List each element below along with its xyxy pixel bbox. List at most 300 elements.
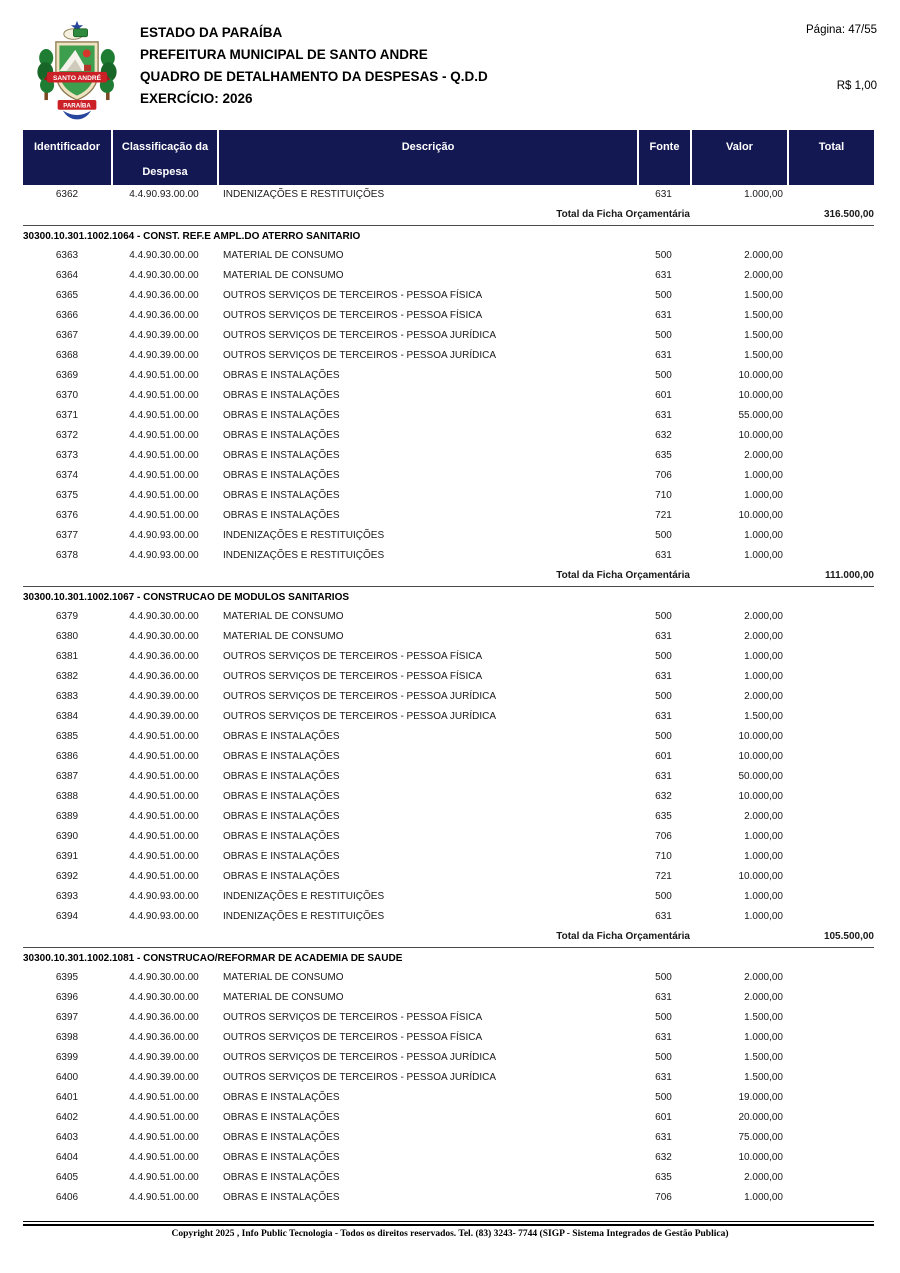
row-fonte: 500 bbox=[655, 611, 672, 622]
table-row bbox=[23, 306, 874, 326]
row-valor: 1.500,00 bbox=[744, 330, 783, 341]
row-valor: 10.000,00 bbox=[738, 370, 783, 381]
row-fonte: 631 bbox=[655, 911, 672, 922]
currency-unit: R$ 1,00 bbox=[836, 80, 877, 92]
row-classification: 4.4.90.36.00.00 bbox=[129, 310, 199, 321]
row-total-cell bbox=[787, 346, 874, 366]
table-row bbox=[23, 667, 874, 687]
section-title: 30300.10.301.1002.1081 - CONSTRUCAO/REFORMAR DE ACADEMIA DE SAUDE bbox=[23, 953, 403, 964]
row-identifier: 6364 bbox=[55, 270, 79, 281]
logo-banner-santo-andre: SANTO ANDRÉ bbox=[53, 74, 101, 82]
row-valor: 1.000,00 bbox=[744, 189, 783, 200]
row-classification: 4.4.90.51.00.00 bbox=[129, 430, 199, 441]
ficha-total-value: 105.500,00 bbox=[823, 931, 874, 942]
row-fonte: 500 bbox=[655, 1052, 672, 1063]
row-total-cell bbox=[787, 707, 874, 727]
row-total-cell bbox=[787, 1188, 874, 1208]
row-classification: 4.4.90.30.00.00 bbox=[129, 992, 199, 1003]
row-fonte: 632 bbox=[655, 1152, 672, 1163]
row-total-cell bbox=[787, 546, 874, 566]
row-total-cell bbox=[787, 486, 874, 506]
table-row bbox=[23, 346, 874, 366]
row-classification: 4.4.90.51.00.00 bbox=[129, 1132, 199, 1143]
row-identifier: 6390 bbox=[55, 831, 79, 842]
row-identifier: 6376 bbox=[55, 510, 79, 521]
row-classification: 4.4.90.51.00.00 bbox=[129, 871, 199, 882]
row-identifier: 6405 bbox=[55, 1172, 79, 1183]
row-fonte: 706 bbox=[655, 831, 672, 842]
row-total-cell bbox=[787, 847, 874, 867]
row-fonte: 601 bbox=[655, 751, 672, 762]
row-classification: 4.4.90.51.00.00 bbox=[129, 811, 199, 822]
section-title: 30300.10.301.1002.1067 - CONSTRUCAO DE MODULOS SANITARIOS bbox=[23, 592, 350, 603]
section-header-row bbox=[23, 586, 874, 607]
row-fonte: 631 bbox=[655, 771, 672, 782]
row-classification: 4.4.90.51.00.00 bbox=[129, 510, 199, 521]
table-row bbox=[23, 747, 874, 767]
row-identifier: 6377 bbox=[55, 530, 79, 541]
row-valor: 10.000,00 bbox=[738, 751, 783, 762]
row-identifier: 6383 bbox=[55, 691, 79, 702]
row-identifier: 6378 bbox=[55, 550, 79, 561]
row-classification: 4.4.90.36.00.00 bbox=[129, 671, 199, 682]
row-identifier: 6400 bbox=[55, 1072, 79, 1083]
row-fonte: 635 bbox=[655, 450, 672, 461]
row-description: OBRAS E INSTALAÇÕES bbox=[223, 851, 340, 862]
row-total-cell bbox=[787, 326, 874, 346]
row-valor: 1.000,00 bbox=[744, 671, 783, 682]
row-identifier: 6397 bbox=[55, 1012, 79, 1023]
row-classification: 4.4.90.51.00.00 bbox=[129, 1192, 199, 1203]
row-valor: 2.000,00 bbox=[744, 270, 783, 281]
row-identifier: 6373 bbox=[55, 450, 79, 461]
row-total-cell bbox=[787, 366, 874, 386]
row-description: OBRAS E INSTALAÇÕES bbox=[223, 510, 340, 521]
row-identifier: 6379 bbox=[55, 611, 79, 622]
row-identifier: 6403 bbox=[55, 1132, 79, 1143]
row-fonte: 631 bbox=[655, 671, 672, 682]
row-description: OBRAS E INSTALAÇÕES bbox=[223, 771, 340, 782]
row-description: OUTROS SERVIÇOS DE TERCEIROS - PESSOA JURÍDICA bbox=[223, 691, 497, 702]
table-row bbox=[23, 406, 874, 426]
row-total-cell bbox=[787, 185, 874, 205]
row-description: OBRAS E INSTALAÇÕES bbox=[223, 731, 340, 742]
row-identifier: 6396 bbox=[55, 992, 79, 1003]
row-identifier: 6381 bbox=[55, 651, 79, 662]
row-total-cell bbox=[787, 1088, 874, 1108]
table-row bbox=[23, 767, 874, 787]
row-fonte: 631 bbox=[655, 550, 672, 561]
row-description: INDENIZAÇÕES E RESTITUIÇÕES bbox=[223, 530, 385, 541]
table-row bbox=[23, 546, 874, 566]
row-description: OBRAS E INSTALAÇÕES bbox=[223, 1192, 340, 1203]
row-valor: 10.000,00 bbox=[738, 510, 783, 521]
table-row bbox=[23, 887, 874, 907]
row-classification: 4.4.90.51.00.00 bbox=[129, 390, 199, 401]
row-identifier: 6387 bbox=[55, 771, 79, 782]
row-description: OBRAS E INSTALAÇÕES bbox=[223, 410, 340, 421]
row-valor: 2.000,00 bbox=[744, 250, 783, 261]
row-fonte: 631 bbox=[655, 1132, 672, 1143]
row-total-cell bbox=[787, 266, 874, 286]
row-valor: 1.000,00 bbox=[744, 891, 783, 902]
row-classification: 4.4.90.39.00.00 bbox=[129, 691, 199, 702]
row-fonte: 500 bbox=[655, 1012, 672, 1023]
row-identifier: 6371 bbox=[55, 410, 79, 421]
row-valor: 1.000,00 bbox=[744, 831, 783, 842]
row-description: MATERIAL DE CONSUMO bbox=[223, 250, 344, 261]
row-valor: 1.000,00 bbox=[744, 490, 783, 501]
row-fonte: 706 bbox=[655, 1192, 672, 1203]
col-header-total: Total bbox=[787, 130, 874, 185]
col-header-descricao: Descrição bbox=[217, 130, 637, 185]
row-identifier: 6362 bbox=[55, 189, 79, 200]
row-total-cell bbox=[787, 446, 874, 466]
row-description: MATERIAL DE CONSUMO bbox=[223, 992, 344, 1003]
row-description: MATERIAL DE CONSUMO bbox=[223, 270, 344, 281]
row-valor: 1.000,00 bbox=[744, 651, 783, 662]
row-description: OBRAS E INSTALAÇÕES bbox=[223, 430, 340, 441]
table-row bbox=[23, 1128, 874, 1148]
row-valor: 55.000,00 bbox=[738, 410, 783, 421]
row-total-cell bbox=[787, 867, 874, 887]
row-identifier: 6402 bbox=[55, 1112, 79, 1123]
ficha-total-label: Total da Ficha Orçamentária bbox=[556, 570, 690, 581]
row-total-cell bbox=[787, 1168, 874, 1188]
row-fonte: 500 bbox=[655, 731, 672, 742]
row-valor: 2.000,00 bbox=[744, 631, 783, 642]
row-valor: 1.500,00 bbox=[744, 310, 783, 321]
row-description: OBRAS E INSTALAÇÕES bbox=[223, 370, 340, 381]
row-classification: 4.4.90.39.00.00 bbox=[129, 330, 199, 341]
table-row bbox=[23, 907, 874, 927]
row-valor: 1.500,00 bbox=[744, 1012, 783, 1023]
row-valor: 75.000,00 bbox=[738, 1132, 783, 1143]
row-classification: 4.4.90.39.00.00 bbox=[129, 1052, 199, 1063]
row-identifier: 6370 bbox=[55, 390, 79, 401]
row-identifier: 6393 bbox=[55, 891, 79, 902]
footer-copyright: Copyright 2025 , Info Public Tecnologia - Todos os direitos reservados. Tel. (83) 3243- 7744 (SIGP - Sistema Integrados de Gestão Publica) bbox=[171, 1229, 729, 1239]
row-identifier: 6401 bbox=[55, 1092, 79, 1103]
row-identifier: 6366 bbox=[55, 310, 79, 321]
row-total-cell bbox=[787, 286, 874, 306]
row-classification: 4.4.90.39.00.00 bbox=[129, 711, 199, 722]
row-identifier: 6365 bbox=[55, 290, 79, 301]
table-row bbox=[23, 807, 874, 827]
row-identifier: 6380 bbox=[55, 631, 79, 642]
table-row bbox=[23, 1188, 874, 1208]
table-row bbox=[23, 1088, 874, 1108]
table-row bbox=[23, 446, 874, 466]
table-row bbox=[23, 1068, 874, 1088]
row-description: OUTROS SERVIÇOS DE TERCEIROS - PESSOA FÍSICA bbox=[223, 671, 483, 682]
row-classification: 4.4.90.30.00.00 bbox=[129, 972, 199, 983]
section-title: 30300.10.301.1002.1064 - CONST. REF.E AMPL.DO ATERRO SANITARIO bbox=[23, 231, 361, 242]
row-description: OUTROS SERVIÇOS DE TERCEIROS - PESSOA FÍSICA bbox=[223, 290, 483, 301]
exercise-year: EXERCÍCIO: 2026 bbox=[140, 91, 253, 106]
row-fonte: 500 bbox=[655, 891, 672, 902]
row-classification: 4.4.90.51.00.00 bbox=[129, 751, 199, 762]
row-total-cell bbox=[787, 687, 874, 707]
row-identifier: 6363 bbox=[55, 250, 79, 261]
row-classification: 4.4.90.36.00.00 bbox=[129, 651, 199, 662]
row-description: OUTROS SERVIÇOS DE TERCEIROS - PESSOA FÍSICA bbox=[223, 1032, 483, 1043]
report-title: QUADRO DE DETALHAMENTO DA DESPESAS - Q.D.D bbox=[140, 69, 488, 84]
row-fonte: 631 bbox=[655, 410, 672, 421]
row-total-cell bbox=[787, 667, 874, 687]
row-classification: 4.4.90.30.00.00 bbox=[129, 631, 199, 642]
table-body bbox=[23, 185, 874, 1208]
row-classification: 4.4.90.51.00.00 bbox=[129, 731, 199, 742]
table-row bbox=[23, 867, 874, 887]
table-row bbox=[23, 266, 874, 286]
row-fonte: 721 bbox=[655, 871, 672, 882]
page-number: Página: 47/55 bbox=[806, 24, 877, 36]
row-fonte: 500 bbox=[655, 651, 672, 662]
table-row bbox=[23, 1048, 874, 1068]
row-total-cell bbox=[787, 607, 874, 627]
row-total-cell bbox=[787, 506, 874, 526]
row-fonte: 631 bbox=[655, 1032, 672, 1043]
section-header-row bbox=[23, 225, 874, 246]
table-row bbox=[23, 607, 874, 627]
row-valor: 10.000,00 bbox=[738, 731, 783, 742]
row-fonte: 631 bbox=[655, 992, 672, 1003]
row-fonte: 710 bbox=[655, 490, 672, 501]
row-classification: 4.4.90.51.00.00 bbox=[129, 1172, 199, 1183]
row-valor: 10.000,00 bbox=[738, 871, 783, 882]
logo-base bbox=[63, 111, 91, 120]
row-description: OUTROS SERVIÇOS DE TERCEIROS - PESSOA FÍSICA bbox=[223, 1012, 483, 1023]
row-total-cell bbox=[787, 988, 874, 1008]
row-valor: 1.000,00 bbox=[744, 911, 783, 922]
row-fonte: 631 bbox=[655, 711, 672, 722]
row-identifier: 6374 bbox=[55, 470, 79, 481]
qdd-table bbox=[23, 130, 874, 1208]
row-classification: 4.4.90.36.00.00 bbox=[129, 1012, 199, 1023]
row-total-cell bbox=[787, 887, 874, 907]
row-valor: 10.000,00 bbox=[738, 390, 783, 401]
table-row bbox=[23, 386, 874, 406]
row-identifier: 6394 bbox=[55, 911, 79, 922]
row-description: MATERIAL DE CONSUMO bbox=[223, 972, 344, 983]
col-header-fonte: Fonte bbox=[637, 130, 690, 185]
row-fonte: 631 bbox=[655, 1072, 672, 1083]
table-row bbox=[23, 526, 874, 546]
row-fonte: 601 bbox=[655, 390, 672, 401]
row-description: OBRAS E INSTALAÇÕES bbox=[223, 1132, 340, 1143]
table-row bbox=[23, 466, 874, 486]
row-fonte: 500 bbox=[655, 330, 672, 341]
row-fonte: 632 bbox=[655, 791, 672, 802]
row-valor: 20.000,00 bbox=[738, 1112, 783, 1123]
row-valor: 2.000,00 bbox=[744, 972, 783, 983]
row-valor: 2.000,00 bbox=[744, 811, 783, 822]
row-description: OBRAS E INSTALAÇÕES bbox=[223, 390, 340, 401]
row-total-cell bbox=[787, 807, 874, 827]
row-description: OBRAS E INSTALAÇÕES bbox=[223, 871, 340, 882]
table-header-row bbox=[23, 130, 874, 180]
table-row bbox=[23, 1148, 874, 1168]
row-classification: 4.4.90.30.00.00 bbox=[129, 270, 199, 281]
col-header-identificador: Identificador bbox=[23, 130, 111, 185]
row-classification: 4.4.90.93.00.00 bbox=[129, 530, 199, 541]
row-description: OBRAS E INSTALAÇÕES bbox=[223, 1112, 340, 1123]
row-total-cell bbox=[787, 907, 874, 927]
table-row bbox=[23, 687, 874, 707]
table-row bbox=[23, 1168, 874, 1188]
row-total-cell bbox=[787, 1068, 874, 1088]
row-total-cell bbox=[787, 1048, 874, 1068]
row-description: OUTROS SERVIÇOS DE TERCEIROS - PESSOA FÍSICA bbox=[223, 651, 483, 662]
row-classification: 4.4.90.51.00.00 bbox=[129, 1112, 199, 1123]
row-valor: 1.000,00 bbox=[744, 851, 783, 862]
org-state: ESTADO DA PARAÍBA bbox=[140, 25, 283, 40]
table-row bbox=[23, 506, 874, 526]
row-fonte: 500 bbox=[655, 1092, 672, 1103]
row-total-cell bbox=[787, 647, 874, 667]
table-row bbox=[23, 1108, 874, 1128]
row-identifier: 6372 bbox=[55, 430, 79, 441]
row-fonte: 500 bbox=[655, 691, 672, 702]
row-classification: 4.4.90.51.00.00 bbox=[129, 791, 199, 802]
row-valor: 1.500,00 bbox=[744, 1052, 783, 1063]
row-fonte: 500 bbox=[655, 290, 672, 301]
row-valor: 1.000,00 bbox=[744, 550, 783, 561]
row-valor: 19.000,00 bbox=[738, 1092, 783, 1103]
row-description: OBRAS E INSTALAÇÕES bbox=[223, 1092, 340, 1103]
col-header-valor: Valor bbox=[690, 130, 787, 185]
table-row bbox=[23, 988, 874, 1008]
row-fonte: 631 bbox=[655, 189, 672, 200]
row-classification: 4.4.90.51.00.00 bbox=[129, 370, 199, 381]
row-identifier: 6384 bbox=[55, 711, 79, 722]
row-valor: 2.000,00 bbox=[744, 1172, 783, 1183]
row-description: OUTROS SERVIÇOS DE TERCEIROS - PESSOA JURÍDICA bbox=[223, 711, 497, 722]
row-identifier: 6382 bbox=[55, 671, 79, 682]
table-row bbox=[23, 707, 874, 727]
ficha-total-row bbox=[23, 205, 874, 225]
row-classification: 4.4.90.51.00.00 bbox=[129, 410, 199, 421]
row-fonte: 601 bbox=[655, 1112, 672, 1123]
row-description: INDENIZAÇÕES E RESTITUIÇÕES bbox=[223, 891, 385, 902]
row-total-cell bbox=[787, 1128, 874, 1148]
row-valor: 1.000,00 bbox=[744, 1192, 783, 1203]
row-valor: 1.500,00 bbox=[744, 1072, 783, 1083]
row-valor: 2.000,00 bbox=[744, 992, 783, 1003]
row-description: OBRAS E INSTALAÇÕES bbox=[223, 751, 340, 762]
row-total-cell bbox=[787, 1148, 874, 1168]
row-identifier: 6406 bbox=[55, 1192, 79, 1203]
table-row bbox=[23, 1028, 874, 1048]
row-description: OBRAS E INSTALAÇÕES bbox=[223, 490, 340, 501]
row-total-cell bbox=[787, 466, 874, 486]
logo-banner-paraiba: PARAÍBA bbox=[63, 102, 91, 110]
ficha-total-label: Total da Ficha Orçamentária bbox=[556, 209, 690, 220]
ficha-total-value: 316.500,00 bbox=[823, 209, 874, 220]
row-fonte: 635 bbox=[655, 811, 672, 822]
row-classification: 4.4.90.51.00.00 bbox=[129, 831, 199, 842]
row-fonte: 721 bbox=[655, 510, 672, 521]
row-classification: 4.4.90.30.00.00 bbox=[129, 611, 199, 622]
row-classification: 4.4.90.36.00.00 bbox=[129, 1032, 199, 1043]
row-total-cell bbox=[787, 426, 874, 446]
row-valor: 1.500,00 bbox=[744, 290, 783, 301]
row-description: MATERIAL DE CONSUMO bbox=[223, 611, 344, 622]
col-header-classificacao: Classificação da Despesa bbox=[111, 130, 217, 185]
row-description: MATERIAL DE CONSUMO bbox=[223, 631, 344, 642]
row-identifier: 6392 bbox=[55, 871, 79, 882]
row-description: OUTROS SERVIÇOS DE TERCEIROS - PESSOA FÍSICA bbox=[223, 310, 483, 321]
row-classification: 4.4.90.51.00.00 bbox=[129, 771, 199, 782]
row-description: OBRAS E INSTALAÇÕES bbox=[223, 450, 340, 461]
row-identifier: 6369 bbox=[55, 370, 79, 381]
row-total-cell bbox=[787, 386, 874, 406]
row-description: OUTROS SERVIÇOS DE TERCEIROS - PESSOA JURÍDICA bbox=[223, 1072, 497, 1083]
row-total-cell bbox=[787, 747, 874, 767]
table-row bbox=[23, 827, 874, 847]
table-row bbox=[23, 366, 874, 386]
row-classification: 4.4.90.51.00.00 bbox=[129, 450, 199, 461]
row-fonte: 631 bbox=[655, 270, 672, 281]
row-description: INDENIZAÇÕES E RESTITUIÇÕES bbox=[223, 189, 385, 200]
row-classification: 4.4.90.51.00.00 bbox=[129, 470, 199, 481]
table-row bbox=[23, 326, 874, 346]
row-total-cell bbox=[787, 827, 874, 847]
row-description: OUTROS SERVIÇOS DE TERCEIROS - PESSOA JURÍDICA bbox=[223, 350, 497, 361]
row-total-cell bbox=[787, 787, 874, 807]
table-row bbox=[23, 246, 874, 266]
row-description: OUTROS SERVIÇOS DE TERCEIROS - PESSOA JURÍDICA bbox=[223, 1052, 497, 1063]
row-valor: 1.000,00 bbox=[744, 1032, 783, 1043]
org-name: PREFEITURA MUNICIPAL DE SANTO ANDRE bbox=[140, 47, 428, 62]
row-classification: 4.4.90.51.00.00 bbox=[129, 1092, 199, 1103]
row-classification: 4.4.90.30.00.00 bbox=[129, 250, 199, 261]
table-row bbox=[23, 486, 874, 506]
ficha-total-label: Total da Ficha Orçamentária bbox=[556, 931, 690, 942]
table-row bbox=[23, 426, 874, 446]
row-description: OUTROS SERVIÇOS DE TERCEIROS - PESSOA JURÍDICA bbox=[223, 330, 497, 341]
row-description: INDENIZAÇÕES E RESTITUIÇÕES bbox=[223, 550, 385, 561]
row-description: OBRAS E INSTALAÇÕES bbox=[223, 1152, 340, 1163]
row-identifier: 6389 bbox=[55, 811, 79, 822]
row-classification: 4.4.90.39.00.00 bbox=[129, 350, 199, 361]
row-total-cell bbox=[787, 526, 874, 546]
row-classification: 4.4.90.93.00.00 bbox=[129, 911, 199, 922]
row-valor: 2.000,00 bbox=[744, 450, 783, 461]
row-description: OBRAS E INSTALAÇÕES bbox=[223, 791, 340, 802]
table-row bbox=[23, 647, 874, 667]
row-valor: 1.500,00 bbox=[744, 350, 783, 361]
row-fonte: 710 bbox=[655, 851, 672, 862]
table-row bbox=[23, 286, 874, 306]
row-classification: 4.4.90.36.00.00 bbox=[129, 290, 199, 301]
row-identifier: 6368 bbox=[55, 350, 79, 361]
row-classification: 4.4.90.93.00.00 bbox=[129, 550, 199, 561]
row-classification: 4.4.90.39.00.00 bbox=[129, 1072, 199, 1083]
row-fonte: 500 bbox=[655, 370, 672, 381]
section-header-row bbox=[23, 947, 874, 968]
row-fonte: 500 bbox=[655, 972, 672, 983]
santo-andre-coat-of-arms-icon bbox=[33, 18, 121, 124]
row-identifier: 6385 bbox=[55, 731, 79, 742]
row-fonte: 500 bbox=[655, 250, 672, 261]
page-header bbox=[0, 0, 900, 128]
row-identifier: 6391 bbox=[55, 851, 79, 862]
ficha-total-row bbox=[23, 927, 874, 947]
row-fonte: 706 bbox=[655, 470, 672, 481]
row-identifier: 6386 bbox=[55, 751, 79, 762]
